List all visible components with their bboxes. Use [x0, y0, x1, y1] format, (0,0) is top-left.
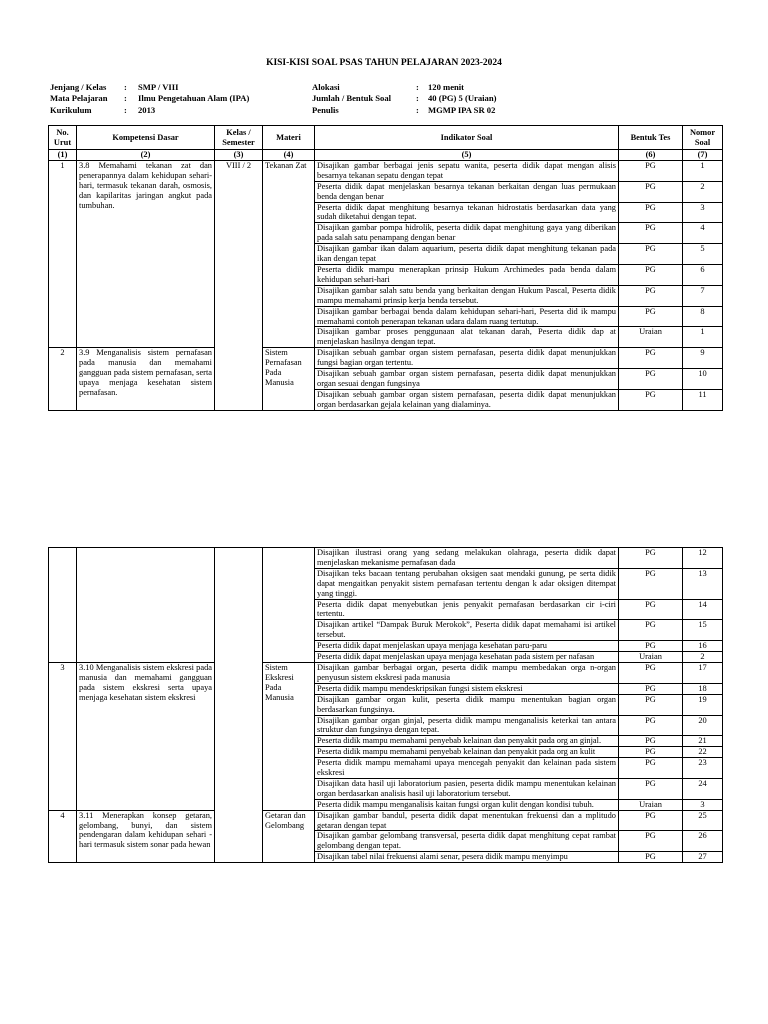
bentuk-tes: PG [619, 831, 683, 852]
indikator-soal: Peserta didik dapat menjelaskan upaya menjaga kesehatan paru-paru [315, 641, 619, 652]
indikator-soal: Peserta didik dapat menghitung besarnya tekanan hidrostatis berdasarkan data yang sudah diketahui dengan tepat. [315, 202, 619, 223]
nomor-soal: 2 [683, 181, 723, 202]
materi: Tekanan Zat [263, 160, 315, 347]
bentuk-tes: PG [619, 852, 683, 863]
col-number: (3) [215, 150, 263, 161]
indikator-soal: Peserta didik mampu memahami upaya mencegah penyakit dan kelainan pada sistem ekskresi [315, 758, 619, 779]
nomor-soal: 3 [683, 799, 723, 810]
bentuk-tes: PG [619, 181, 683, 202]
meta-label: Jumlah / Bentuk Soal [312, 93, 392, 104]
row-no: 3 [49, 662, 77, 810]
indikator-soal: Disajikan gambar berbagai organ, peserta didik mampu membedakan orga n-organ penyusun sistem ekskresi pada manusia [315, 662, 619, 683]
nomor-soal: 7 [683, 285, 723, 306]
bentuk-tes: PG [619, 758, 683, 779]
bentuk-tes: PG [619, 202, 683, 223]
kompetensi-dasar: 3.10 Menganalisis sistem ekskresi pada manusia dan memahami gangguan pada sistem ekskresi serta upaya menjaga kesehatan sistem ekskresi [77, 662, 215, 810]
materi-continued [263, 548, 315, 663]
nomor-soal: 11 [683, 389, 723, 410]
indikator-soal: Disajikan gambar proses penggunaan alat tekanan darah, Peserta didik dap at menjelaskan hasilnya dengan tepat. [315, 327, 619, 348]
bentuk-tes: PG [619, 599, 683, 620]
meta-value: SMP / VIII [138, 81, 179, 92]
kompetensi-dasar-continued [77, 548, 215, 663]
indikator-soal: Disajikan gambar organ kulit, peserta didik mampu menentukan bagian organ berdasarkan fungsinya. [315, 694, 619, 715]
kelas-semester-continued [215, 548, 263, 863]
bentuk-tes: PG [619, 548, 683, 569]
nomor-soal: 20 [683, 715, 723, 736]
bentuk-tes: PG [619, 264, 683, 285]
indikator-soal: Disajikan sebuah gambar organ sistem pernafasan, peserta didik dapat menunjukkan organ berdasarkan gejala kelainan yang dialaminya. [315, 389, 619, 410]
nomor-soal: 12 [683, 548, 723, 569]
col-header-bentuk: Bentuk Tes [619, 126, 683, 150]
nomor-soal: 23 [683, 758, 723, 779]
nomor-soal: 13 [683, 568, 723, 599]
indikator-soal: Peserta didik dapat menyebutkan jenis penyakit pernafasan berdasarkan cir i-ciri tertentu. [315, 599, 619, 620]
indikator-soal: Peserta didik mampu menerapkan prinsip Hukum Archimedes pada benda dalam kehidupan sehari-hari [315, 264, 619, 285]
meta-value: 2013 [138, 104, 156, 115]
nomor-soal: 1 [683, 327, 723, 348]
materi: Sistem Pernafasan Pada Manusia [263, 348, 315, 410]
bentuk-tes: PG [619, 568, 683, 599]
meta-label: Jenjang / Kelas [50, 81, 107, 92]
document-title: KISI-KISI SOAL PSAS TAHUN PELAJARAN 2023-2024 [266, 58, 502, 68]
bentuk-tes: PG [619, 662, 683, 683]
indikator-soal: Disajikan gambar gelombang transversal, peserta didik dapat menghitung cepat rambat gelombang dengan tepat. [315, 831, 619, 852]
nomor-soal: 26 [683, 831, 723, 852]
bentuk-tes: Uraian [619, 652, 683, 663]
meta-value: Ilmu Pengetahuan Alam (IPA) [138, 93, 250, 104]
bentuk-tes: PG [619, 747, 683, 758]
indikator-soal: Disajikan sebuah gambar organ sistem pernafasan, peserta didik dapat menunjukkan fungsi bagian organ tertentu. [315, 348, 619, 369]
nomor-soal: 9 [683, 348, 723, 369]
kelas-semester: VIII / 2 [215, 160, 263, 410]
row-no: 4 [49, 810, 77, 863]
col-number: (5) [315, 150, 619, 161]
bentuk-tes: PG [619, 810, 683, 831]
bentuk-tes: PG [619, 683, 683, 694]
nomor-soal: 15 [683, 620, 723, 641]
col-number: (4) [263, 150, 315, 161]
indikator-soal: Peserta didik mampu memahami penyebab kelainan dan penyakit pada org an ginjal. [315, 736, 619, 747]
indikator-soal: Peserta didik dapat menjelaskan besarnya tekanan berkaitan dengan luas permukaan benda dengan benar [315, 181, 619, 202]
nomor-soal: 21 [683, 736, 723, 747]
indikator-soal: Disajikan teks bacaan tentang perubahan oksigen saat mendaki gunung, pe serta didik dapat mengaitkan penyakit sistem pernafasan tertentu dengan k adar oksigen ditempat yang tinggi. [315, 568, 619, 599]
bentuk-tes: PG [619, 620, 683, 641]
bentuk-tes: PG [619, 348, 683, 369]
nomor-soal: 2 [683, 652, 723, 663]
bentuk-tes: PG [619, 369, 683, 390]
indikator-soal: Disajikan gambar berbagai benda dalam kehidupan sehari-hari, Peserta did ik mampu memahami contoh penerapan tekanan udara dalam ruang tertutup. [315, 306, 619, 327]
bentuk-tes: PG [619, 160, 683, 181]
indikator-soal: Peserta didik mampu mendeskripsikan fungsi sistem ekskresi [315, 683, 619, 694]
meta-label: Kurikulum [50, 104, 92, 115]
bentuk-tes: PG [619, 778, 683, 799]
col-number: (2) [77, 150, 215, 161]
indikator-soal: Peserta didik mampu memahami penyebab kelainan dan penyakit pada org an kulit [315, 747, 619, 758]
indikator-soal: Disajikan gambar pompa hidrolik, peserta didik dapat menghitung gaya yang diberikan pada salah satu penampang dengan benar [315, 223, 619, 244]
kompetensi-dasar: 3.11 Menerapkan konsep getaran, gelombang, bunyi, dan sistem pendengaran dalam kehidupan sehari -hari termasuk sistem sonar pada hewan [77, 810, 215, 863]
col-header-kd: Kompetensi Dasar [77, 126, 215, 150]
meta-value: 120 menit [428, 81, 465, 92]
bentuk-tes: PG [619, 285, 683, 306]
indikator-soal: Peserta didik dapat menjelaskan upaya menjaga kesehatan pada sistem per nafasan [315, 652, 619, 663]
col-header-indikator: Indikator Soal [315, 126, 619, 150]
table-row [49, 662, 723, 683]
nomor-soal: 27 [683, 852, 723, 863]
indikator-soal: Disajikan artikel “Dampak Buruk Merokok”, Peserta didik dapat memahami isi artikel tersebut. [315, 620, 619, 641]
materi: Getaran dan Gelombang [263, 810, 315, 863]
meta-label: Mata Pelajaran [50, 93, 108, 104]
bentuk-tes: PG [619, 736, 683, 747]
kisi-kisi-table-page-2 [48, 547, 723, 863]
col-header-kelas: Kelas / Semester [215, 126, 263, 150]
bentuk-tes: PG [619, 306, 683, 327]
indikator-soal: Disajikan tabel nilai frekuensi alami senar, pesera didik mampu menyimpu [315, 852, 619, 863]
col-number: (1) [49, 150, 77, 161]
table-row [49, 810, 723, 831]
nomor-soal: 5 [683, 244, 723, 265]
materi: Sistem Ekskresi Pada Manusia [263, 662, 315, 810]
row-no: 2 [49, 348, 77, 410]
nomor-soal: 17 [683, 662, 723, 683]
nomor-soal: 25 [683, 810, 723, 831]
nomor-soal: 16 [683, 641, 723, 652]
indikator-soal: Disajikan gambar ikan dalam aquarium, peserta didik dapat menghitung tekanan pada ikan dengan tepat [315, 244, 619, 265]
table-row [49, 548, 723, 569]
row-no-continued [49, 548, 77, 663]
nomor-soal: 18 [683, 683, 723, 694]
kisi-kisi-table-page-1 [48, 125, 723, 411]
indikator-soal: Disajikan gambar bandul, peserta didik dapat menentukan frekuensi dan a mplitudo getaran dengan tepat [315, 810, 619, 831]
meta-label: Alokasi [312, 81, 340, 92]
document-meta: Jenjang / Kelas : SMP / VIII Alokasi : 120 menit Mata Pelajaran : Ilmu Pengetahuan Alam (IPA) Jumlah / Bentuk Soal : 40 (PG) 5 (Uraian) Kurikulum : 2013 Penulis : MGMP IPA SR 02 [50, 81, 730, 116]
bentuk-tes: PG [619, 641, 683, 652]
nomor-soal: 6 [683, 264, 723, 285]
indikator-soal: Peserta didik mampu menganalisis kaitan fungsi organ kulit dengan kondisi tubuh. [315, 799, 619, 810]
bentuk-tes: PG [619, 223, 683, 244]
col-number: (7) [683, 150, 723, 161]
indikator-soal: Disajikan sebuah gambar organ sistem pernafasan, peserta didik dapat menunjukkan organ sesuai dengan fungsinya [315, 369, 619, 390]
bentuk-tes: Uraian [619, 799, 683, 810]
nomor-soal: 14 [683, 599, 723, 620]
table-row [49, 348, 723, 369]
meta-value: 40 (PG) 5 (Uraian) [428, 93, 497, 104]
table-row [49, 160, 723, 181]
row-no: 1 [49, 160, 77, 347]
indikator-soal: Disajikan data hasil uji laboratorium pasien, peserta didik mampu menentukan kelainan organ berdasarkan analisis hasil uji laboratorium tersebut. [315, 778, 619, 799]
nomor-soal: 10 [683, 369, 723, 390]
nomor-soal: 4 [683, 223, 723, 244]
bentuk-tes: PG [619, 244, 683, 265]
indikator-soal: Disajikan ilustrasi orang yang sedang melakukan olahraga, peserta didik dapat menjelaskan mekanisme pernafasan dada [315, 548, 619, 569]
col-header-nomor: Nomor Soal [683, 126, 723, 150]
nomor-soal: 3 [683, 202, 723, 223]
indikator-soal: Disajikan gambar salah satu benda yang berkaitan dengan Hukum Pascal, Peserta didik mampu memahami prinsip kerja benda tersebut. [315, 285, 619, 306]
bentuk-tes: PG [619, 694, 683, 715]
indikator-soal: Disajikan gambar organ ginjal, peserta didik mampu menganalisis keterkai tan antara struktur dan fungsinya dengan tepat. [315, 715, 619, 736]
nomor-soal: 1 [683, 160, 723, 181]
nomor-soal: 22 [683, 747, 723, 758]
bentuk-tes: PG [619, 389, 683, 410]
col-header-materi: Materi [263, 126, 315, 150]
col-number: (6) [619, 150, 683, 161]
bentuk-tes: PG [619, 715, 683, 736]
col-header-no: No. Urut [49, 126, 77, 150]
kompetensi-dasar: 3.8 Memahami tekanan zat dan penerapannya dalam kehidupan sehari-hari, termasuk tekanan darah, osmosis, dan kapilaritas jaringan angkut pada tumbuhan. [77, 160, 215, 347]
indikator-soal: Disajikan gambar berbagai jenis sepatu wanita, peserta didik dapat mengan alisis besarnya tekanan sepatu dengan tepat [315, 160, 619, 181]
meta-label: Penulis [312, 104, 339, 115]
nomor-soal: 19 [683, 694, 723, 715]
meta-value: MGMP IPA SR 02 [428, 104, 496, 115]
kompetensi-dasar: 3.9 Menganalisis sistem pernafasan pada manusia dan memahami gangguan pada sistem pernafasan, serta upaya menjaga kesehatan sistem pernafasan. [77, 348, 215, 410]
bentuk-tes: Uraian [619, 327, 683, 348]
nomor-soal: 24 [683, 778, 723, 799]
nomor-soal: 8 [683, 306, 723, 327]
